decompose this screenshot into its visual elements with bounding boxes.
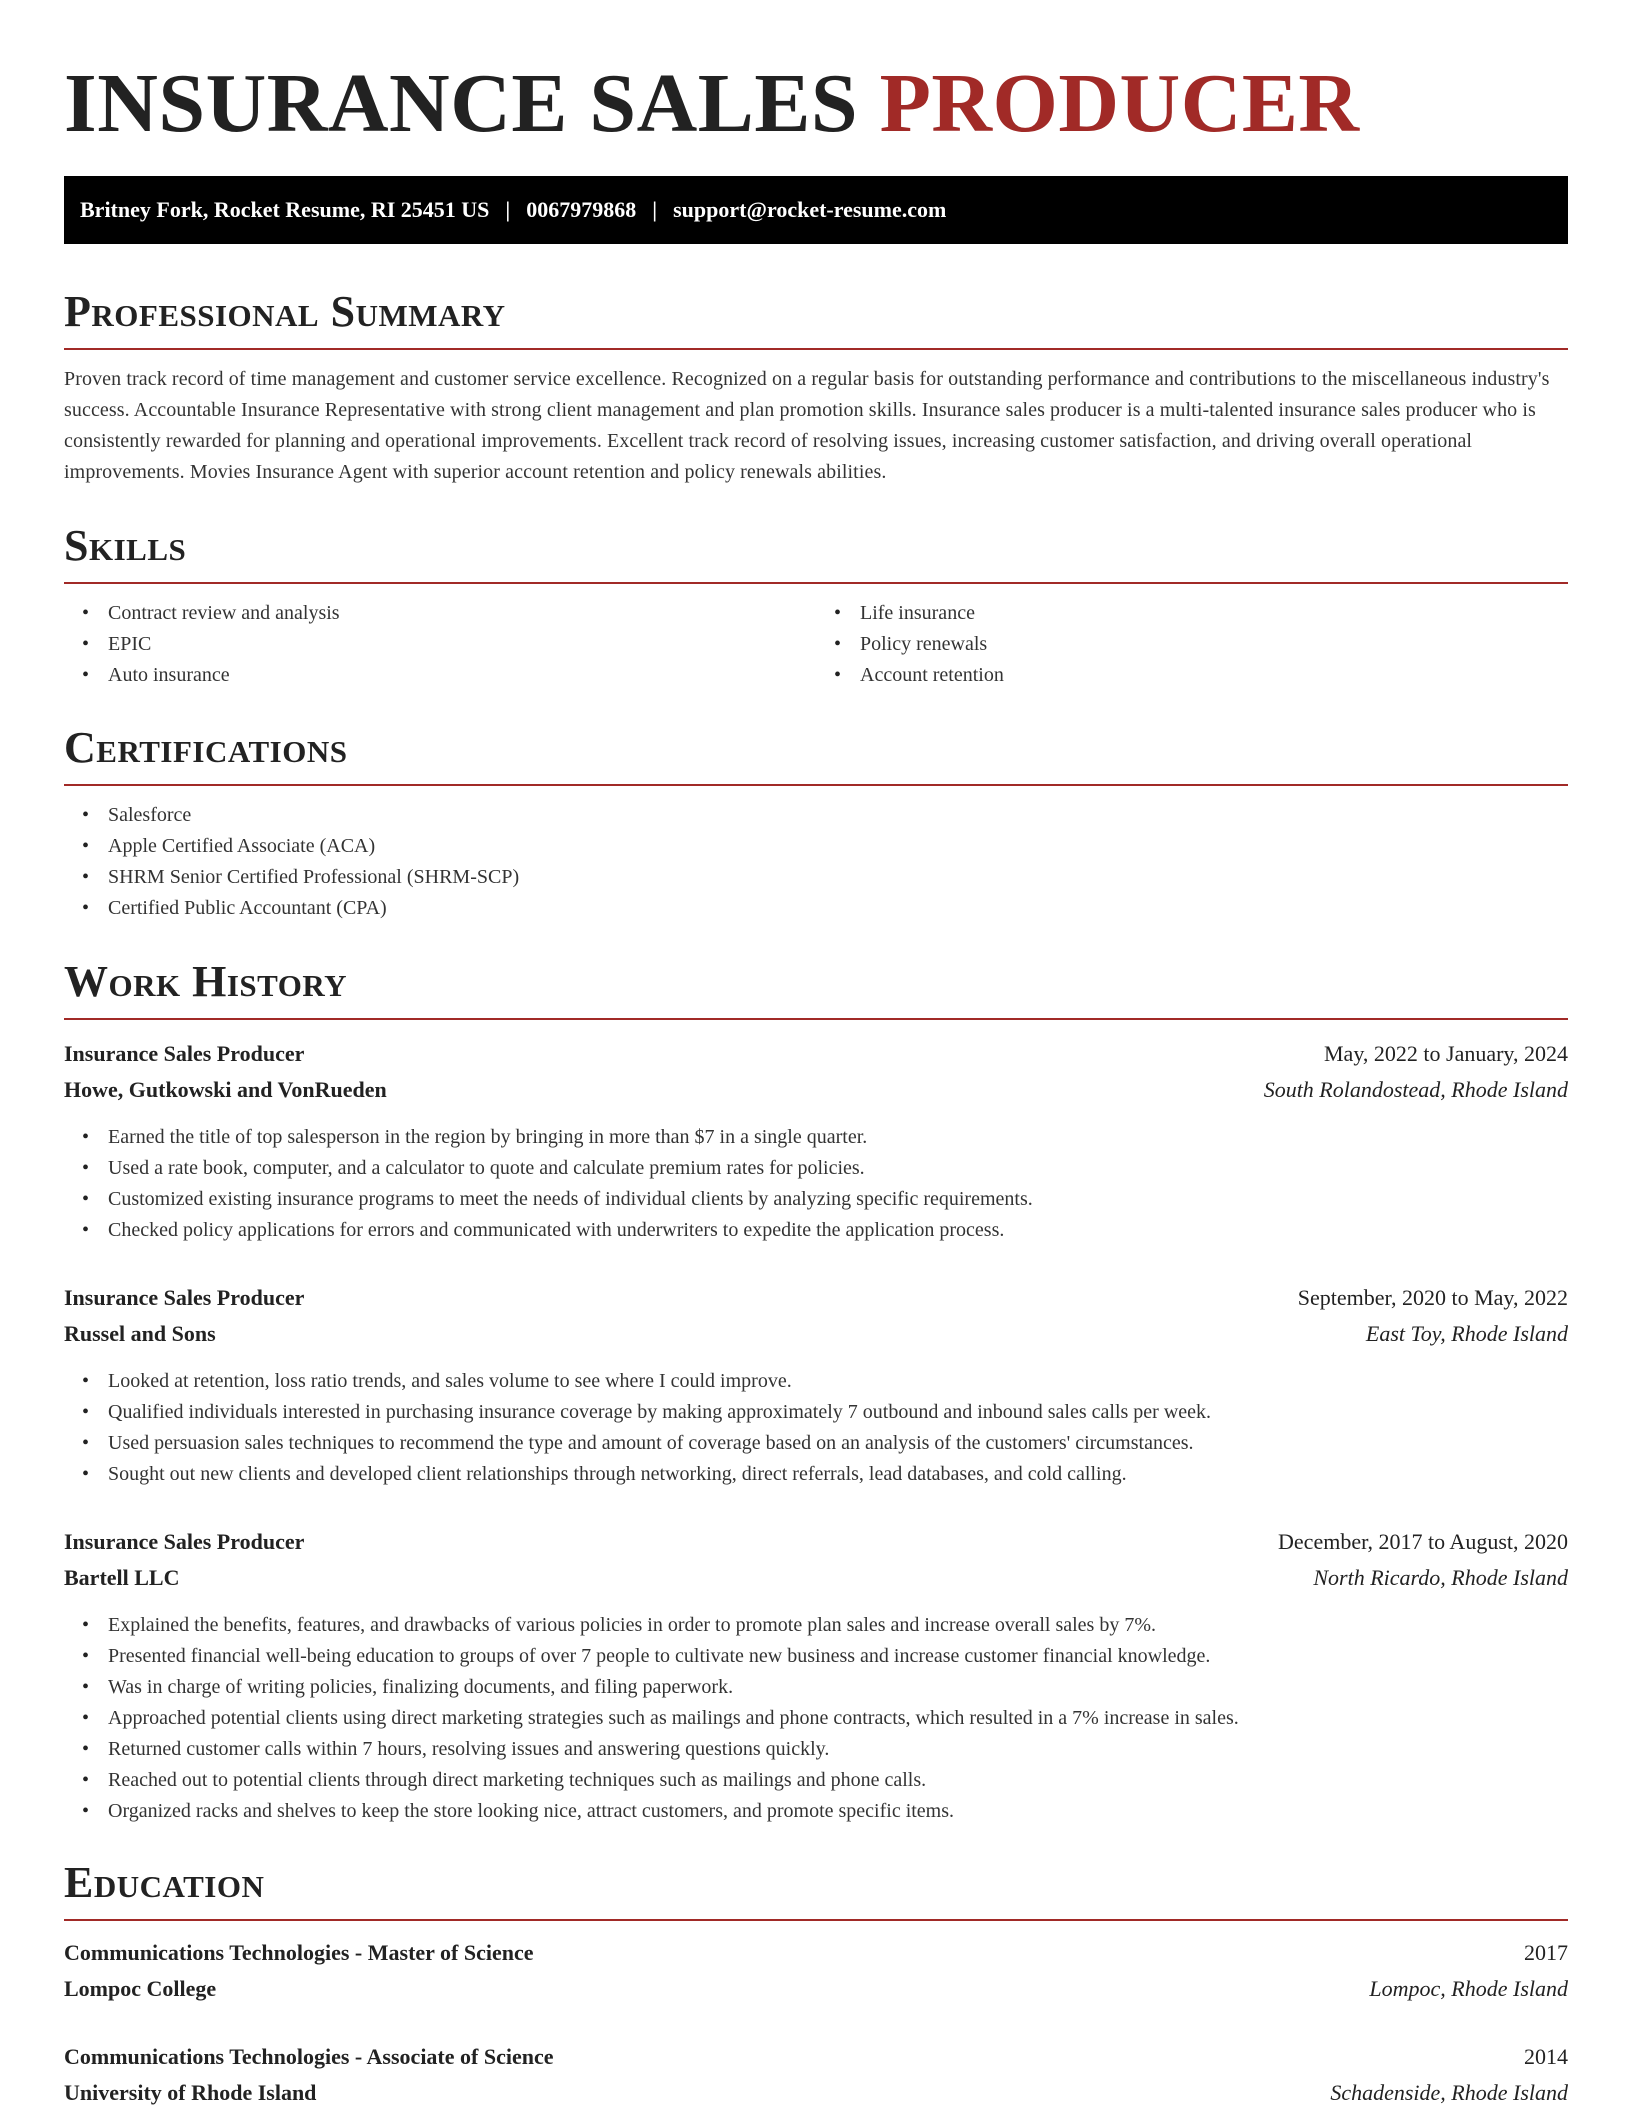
job-entry bbox=[64, 1524, 1568, 1827]
job-entry bbox=[64, 1280, 1568, 1490]
contact-separator: | bbox=[652, 197, 658, 222]
skill-item: • Contract review and analysis bbox=[108, 598, 816, 629]
skill-item: • Life insurance bbox=[860, 598, 1568, 629]
work-history-section bbox=[64, 956, 1568, 1827]
certification-item: • Apple Certified Associate (ACA) bbox=[108, 831, 1568, 862]
job-bullet: • Was in charge of writing policies, finalizing documents, and filing paperwork. bbox=[108, 1672, 1568, 1703]
education-year: 2017 bbox=[1524, 1940, 1568, 1965]
job-header-row bbox=[64, 1524, 1568, 1560]
education-entry bbox=[64, 1935, 1568, 2007]
job-bullet: • Qualified individuals interested in purchasing insurance coverage by making approximately 7 outbound and inbound sales calls per week. bbox=[108, 1397, 1568, 1428]
section-divider bbox=[64, 784, 1568, 786]
job-bullet: • Explained the benefits, features, and drawbacks of various policies in order to promote plan sales and increase overall sales by 7%. bbox=[108, 1610, 1568, 1641]
skills-list-right bbox=[816, 598, 1568, 691]
certification-item: • Salesforce bbox=[108, 800, 1568, 831]
education-school: University of Rhode Island bbox=[64, 2080, 317, 2105]
education-degree: Communications Technologies - Associate of Science bbox=[64, 2044, 554, 2069]
job-bullet: • Checked policy applications for errors and communicated with underwriters to expedite the application process. bbox=[108, 1215, 1568, 1246]
skills-section bbox=[64, 520, 1568, 691]
section-divider bbox=[64, 1919, 1568, 1921]
education-school: Lompoc College bbox=[64, 1976, 217, 2001]
education-section bbox=[64, 1857, 1568, 2111]
job-bullet: • Used persuasion sales techniques to recommend the type and amount of coverage based on an analysis of the customers' circumstances. bbox=[108, 1428, 1568, 1459]
job-title: Insurance Sales Producer bbox=[64, 1529, 305, 1554]
job-company-row bbox=[64, 1316, 1568, 1352]
title-main: INSURANCE SALES bbox=[64, 57, 859, 150]
resume-title bbox=[64, 56, 1360, 152]
contact-phone: 0067979868 bbox=[526, 197, 637, 222]
section-heading: Work History bbox=[64, 957, 348, 1006]
job-company-row bbox=[64, 1072, 1568, 1108]
contact-separator: | bbox=[505, 197, 511, 222]
job-company: Russel and Sons bbox=[64, 1321, 216, 1346]
job-dates: December, 2017 to August, 2020 bbox=[1278, 1529, 1568, 1554]
job-header-row bbox=[64, 1280, 1568, 1316]
job-company-row bbox=[64, 1560, 1568, 1596]
skill-item: • Policy renewals bbox=[860, 629, 1568, 660]
contact-address: Britney Fork, Rocket Resume, RI 25451 US bbox=[80, 197, 490, 222]
contact-bar bbox=[64, 176, 1568, 244]
job-bullet: • Approached potential clients using direct marketing strategies such as mailings and phone contracts, which resulted in a 7% increase in sales. bbox=[108, 1703, 1568, 1734]
skills-grid bbox=[64, 598, 1568, 691]
job-bullet: • Reached out to potential clients through direct marketing techniques such as mailings and phone calls. bbox=[108, 1765, 1568, 1796]
job-title: Insurance Sales Producer bbox=[64, 1285, 305, 1310]
summary-text: Proven track record of time management and customer service excellence. Recognized on a regular basis for outstanding performance and contributions to the miscellaneous industry's success. Accountable Insurance Representative with strong client management and plan promotion skills. Insurance sales producer is a multi-talented insurance sales producer who is consistently rewarded for planning and operational improvements. Excellent track record of resolving issues, increasing customer satisfaction, and driving overall operational improvements. Movies Insurance Agent with superior account retention and policy renewals abilities. bbox=[64, 368, 1550, 483]
job-location: East Toy, Rhode Island bbox=[1365, 1321, 1568, 1346]
skills-list-left bbox=[64, 598, 816, 691]
section-divider bbox=[64, 582, 1568, 584]
job-bullet: • Used a rate book, computer, and a calculator to quote and calculate premium rates for policies. bbox=[108, 1153, 1568, 1184]
job-title: Insurance Sales Producer bbox=[64, 1041, 305, 1066]
education-entry bbox=[64, 2039, 1568, 2111]
education-school-row bbox=[64, 1971, 1568, 2007]
section-heading: Education bbox=[64, 1858, 265, 1907]
job-bullet: • Presented financial well-being education to groups of over 7 people to cultivate new business and increase customer financial knowledge. bbox=[108, 1641, 1568, 1672]
education-school-row bbox=[64, 2075, 1568, 2111]
certification-item: • Certified Public Accountant (CPA) bbox=[108, 893, 1568, 924]
contact-email: support@rocket-resume.com bbox=[673, 197, 947, 222]
education-location: Schadenside, Rhode Island bbox=[1330, 2080, 1568, 2105]
section-heading: Skills bbox=[64, 521, 187, 570]
skill-item: • Auto insurance bbox=[108, 660, 816, 691]
section-divider bbox=[64, 1018, 1568, 1020]
section-heading: Professional Summary bbox=[64, 287, 506, 336]
certifications-section bbox=[64, 722, 1568, 924]
job-bullets bbox=[64, 1366, 1568, 1490]
education-location: Lompoc, Rhode Island bbox=[1369, 1976, 1568, 2001]
title-accent: PRODUCER bbox=[879, 57, 1360, 150]
job-location: North Ricardo, Rhode Island bbox=[1313, 1565, 1568, 1590]
job-header-row bbox=[64, 1036, 1568, 1072]
section-heading: Certifications bbox=[64, 723, 348, 772]
job-bullet: • Organized racks and shelves to keep the store looking nice, attract customers, and promote specific items. bbox=[108, 1796, 1568, 1827]
job-dates: May, 2022 to January, 2024 bbox=[1324, 1041, 1568, 1066]
job-company: Howe, Gutkowski and VonRueden bbox=[64, 1077, 387, 1102]
job-bullet: • Customized existing insurance programs to meet the needs of individual clients by analyzing specific requirements. bbox=[108, 1184, 1568, 1215]
section-divider bbox=[64, 348, 1568, 350]
education-year: 2014 bbox=[1524, 2044, 1568, 2069]
resume-page bbox=[64, 0, 1568, 2112]
education-degree: Communications Technologies - Master of Science bbox=[64, 1940, 534, 1965]
education-degree-row bbox=[64, 2039, 1568, 2075]
job-entry bbox=[64, 1036, 1568, 1246]
certifications-list bbox=[64, 800, 1568, 924]
job-bullet: • Earned the title of top salesperson in the region by bringing in more than $7 in a single quarter. bbox=[108, 1122, 1568, 1153]
certification-item: • SHRM Senior Certified Professional (SHRM-SCP) bbox=[108, 862, 1568, 893]
job-bullet: • Looked at retention, loss ratio trends, and sales volume to see where I could improve. bbox=[108, 1366, 1568, 1397]
job-location: South Rolandostead, Rhode Island bbox=[1263, 1077, 1568, 1102]
skill-item: • Account retention bbox=[860, 660, 1568, 691]
job-company: Bartell LLC bbox=[64, 1565, 180, 1590]
job-bullets bbox=[64, 1122, 1568, 1246]
job-bullets bbox=[64, 1610, 1568, 1827]
summary-section bbox=[64, 286, 1568, 488]
skill-item: • EPIC bbox=[108, 629, 816, 660]
job-bullet: • Sought out new clients and developed client relationships through networking, direct referrals, lead databases, and cold calling. bbox=[108, 1459, 1568, 1490]
job-dates: September, 2020 to May, 2022 bbox=[1297, 1285, 1568, 1310]
job-bullet: • Returned customer calls within 7 hours, resolving issues and answering questions quickly. bbox=[108, 1734, 1568, 1765]
education-degree-row bbox=[64, 1935, 1568, 1971]
